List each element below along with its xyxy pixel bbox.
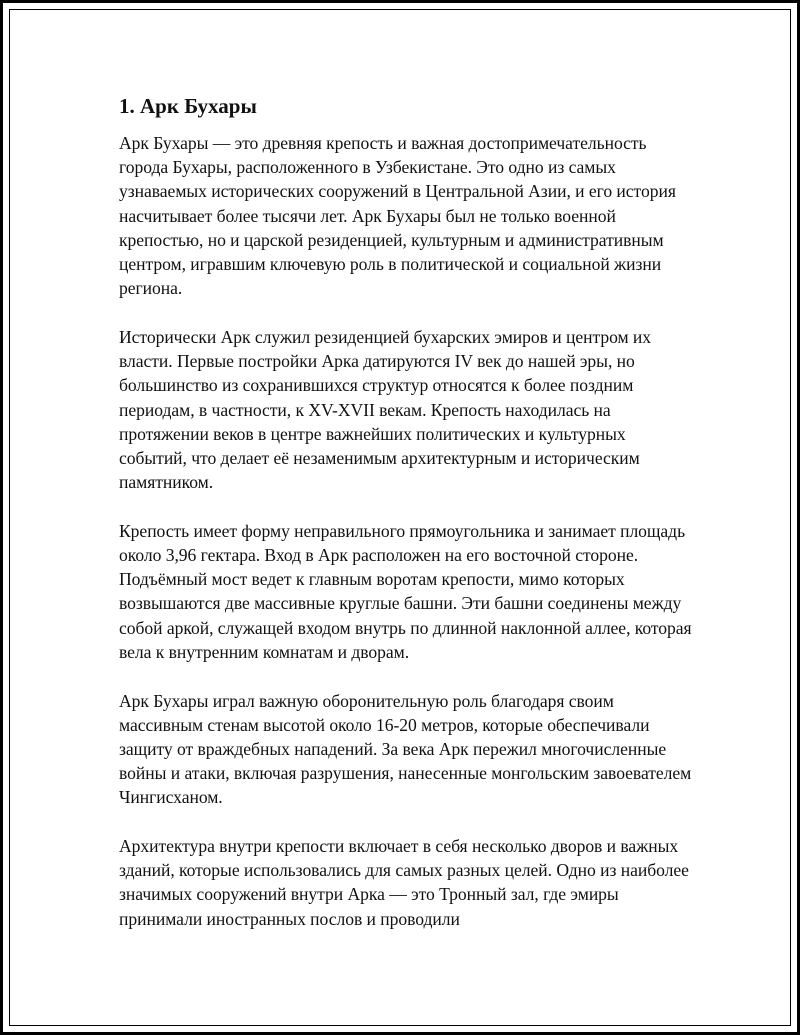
paragraph-3: Крепость имеет форму неправильного прямоугольника и занимает площадь около 3,96 гектара. Вход в Арк расположен на его восточной стороне. Подъёмный мост ведет к главным воротам крепости, мимо которых возвышаются две массивные круглые башни. Эти башни соединены между собой аркой, служащей входом внутрь по длинной наклонной аллее, которая вела к внутренним комнатам и дворам. <box>119 520 692 662</box>
paragraph-2: Исторически Арк служил резиденцией бухарских эмиров и центром их власти. Первые постройки Арка датируются IV век до нашей эры, но большинство из сохранившихся структур относятся к более поздним периодам, в частности, к XV-XVII векам. Крепость находилась на протяжении веков в центре важнейших политических и культурных событий, что делает её незаменимым архитектурным и историческим памятником. <box>119 326 652 493</box>
paragraph-1: Арк Бухары — это древняя крепость и важная достопримечательность города Бухары, расположенного в Узбекистане. Это одно из самых узнаваемых исторических сооружений в Центральной Азии, и его история насчитывает более тысячи лет. Арк Бухары был не только военной крепостью, но и царской резиденцией, культурным и административным центром, игравшим ключевую роль в политической и социальной жизни региона. <box>119 133 676 299</box>
paragraph-5: Архитектура внутри крепости включает в себя несколько дворов и важных зданий, которые использовались для самых разных целей. Одно из наиболее значимых сооружений внутри Арка — это Тронный зал, где эмиры принимали иностранных послов и проводили <box>119 836 689 929</box>
section-heading: 1. Арк Бухары <box>119 94 257 118</box>
document-body <box>119 92 694 955</box>
paragraph-4: Арк Бухары играл важную оборонительную роль благодаря своим массивным стенам высотой около 16-20 метров, которые обеспечивали защиту от враждебных нападений. За века Арк пережил многочисленные войны и атаки, включая разрушения, нанесенные монгольским завоевателем Чингисханом. <box>119 690 692 808</box>
